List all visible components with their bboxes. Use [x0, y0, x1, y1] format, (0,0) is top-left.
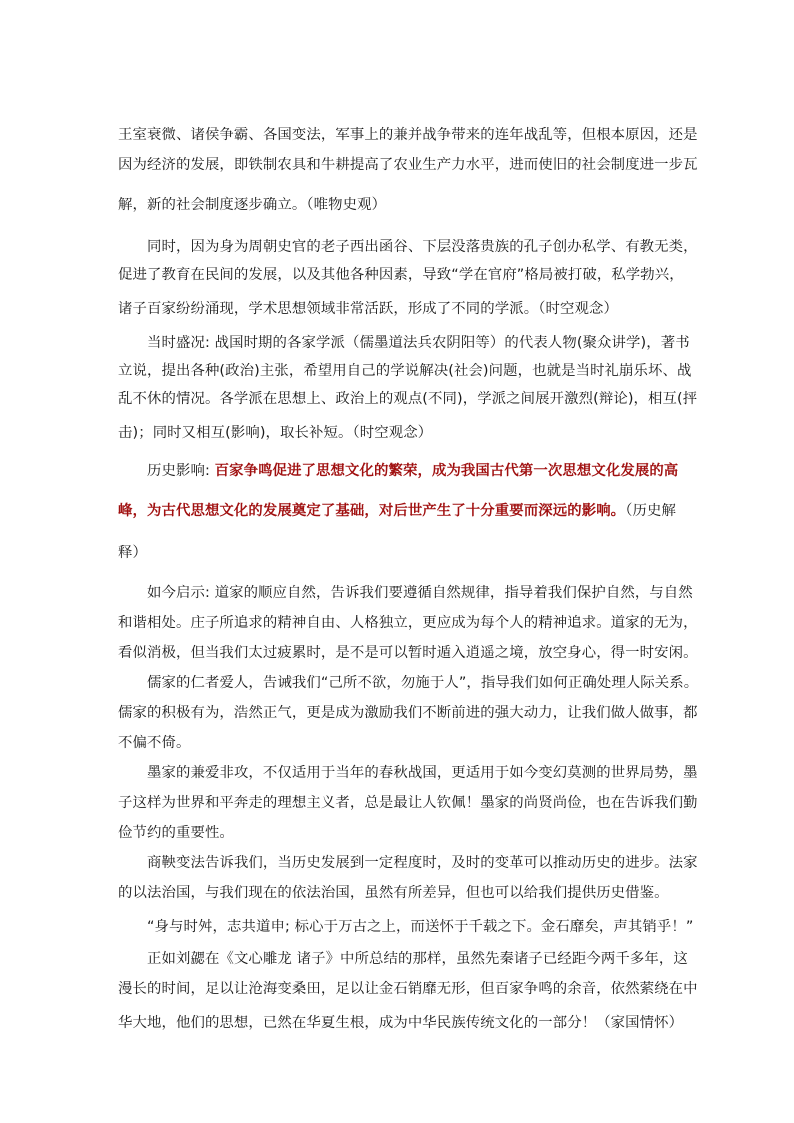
influence-tag: （历史解	[625, 503, 676, 519]
text-line	[118, 496, 678, 526]
document-page	[118, 120, 699, 1038]
text-line: 解，新的社会制度逐步确立。（唯物史观）	[118, 197, 387, 213]
paragraph-quote	[118, 912, 694, 942]
text-line: 商鞅变法告诉我们，当历史发展到一定程度时，及时的变革可以推动历史的进步。法家	[147, 855, 698, 871]
text-line: 同时，因为身为周朝史官的老子西出函谷、下层没落贵族的孔子创办私学、有教无类，	[147, 239, 698, 255]
text-line: 促进了教育在民间的发展，以及其他各种因素，导致“学在官府”格局被打破，私学勃兴，	[118, 267, 684, 283]
text-line: 不偏不倚。	[118, 735, 191, 751]
text-line: 的以法治国，与我们现在的依法治国，虽然有所差异，但也可以给我们提供历史借鉴。	[118, 885, 669, 901]
text-line: 漫长的时间，足以让沧海变桑田，足以让金石销靡无形，但百家争鸣的余音，依然萦绕在中	[118, 981, 698, 997]
text-line: 俭节约的重要性。	[118, 825, 234, 841]
text-line	[118, 456, 678, 486]
text-line: 看似消极，但当我们太过疲累时，是不是可以暂时遁入逍遥之境，放空身心，得一时安闲。	[118, 645, 698, 661]
text-line: 墨家的兼爱非攻，不仅适用于当年的春秋战国，更适用于如今变幻莫测的世界局势，墨	[147, 765, 698, 781]
paragraph-legalism	[118, 848, 698, 908]
text-line: 如今启示: 道家的顺应自然，告诉我们要遵循自然规律，指导着我们保护自然，与自然	[147, 585, 693, 601]
text-line: 王室衰微、诸侯争霸、各国变法，军事上的兼并战争带来的连年战乱等，但根本原因，还是	[118, 127, 698, 143]
text-line: 诸子百家纷纷涌现，学术思想领域非常活跃，形成了不同的学派。（时空观念）	[118, 301, 618, 317]
text-line: 子这样为世界和平奔走的理想主义者，总是最让人钦佩！墨家的尚贤尚俭，也在告诉我们勤	[118, 795, 698, 811]
influence-prefix: 历史影响:	[147, 463, 215, 479]
paragraph-mohism	[118, 758, 698, 848]
text-line: 和谐相处。庄子所追求的精神自由、人格独立，更应成为每个人的精神追求。道家的无为，	[118, 615, 698, 631]
paragraph-influence	[118, 456, 678, 568]
influence-bold-text: 峰，为古代思想文化的发展奠定了基础，对后世产生了十分重要而深远的影响。	[118, 503, 626, 519]
paragraph-daoism	[118, 578, 698, 668]
paragraph-background	[118, 232, 698, 324]
text-line: 儒家的仁者爱人，告诫我们“己所不欲，勿施于人”，指导我们如何正确处理人际关系。	[147, 675, 699, 691]
paragraph-confucianism	[118, 668, 699, 758]
text-line: 释）	[118, 545, 147, 561]
text-line: 儒家的积极有为，浩然正气，更是成为激励我们不断前进的强大动力，让我们做人做事，都	[118, 705, 698, 721]
text-line: 乱不休的情况。各学派在思想上、政治上的观点(不同)，学派之间展开激烈(辩论)，相互(抨	[118, 391, 698, 407]
text-line: 正如刘勰在《文心雕龙 诸子》中所总结的那样，虽然先秦诸子已经距今两千多年，这	[147, 951, 688, 967]
text-line: 立说，提出各种(政治)主张，希望用自己的学说解决(社会)问题，也就是当时礼崩乐坏、战	[118, 363, 692, 379]
text-line: 击)；同时又相互(影响)，取长补短。（时空观念）	[118, 425, 433, 441]
paragraph-causes	[118, 120, 698, 220]
text-line: 华大地，他们的思想，已然在华夏生根，成为中华民族传统文化的一部分！（家国情怀）	[118, 1015, 684, 1031]
quote-line: “身与时舛，志共道申; 标心于万古之上，而送怀于千载之下。金石靡矣，声其销乎！”	[147, 919, 694, 935]
influence-bold-text: 百家争鸣促进了思想文化的繁荣，成为我国古代第一次思想文化发展的高	[214, 463, 679, 479]
text-line: 当时盛况: 战国时期的各家学派（儒墨道法兵农阴阳等）的代表人物(聚众讲学)，著书	[147, 335, 690, 351]
paragraph-situation	[118, 328, 698, 448]
text-line: 因为经济的发展，即铁制农具和牛耕提高了农业生产力水平，进而使旧的社会制度进一步瓦	[118, 157, 698, 173]
paragraph-conclusion	[118, 944, 698, 1038]
